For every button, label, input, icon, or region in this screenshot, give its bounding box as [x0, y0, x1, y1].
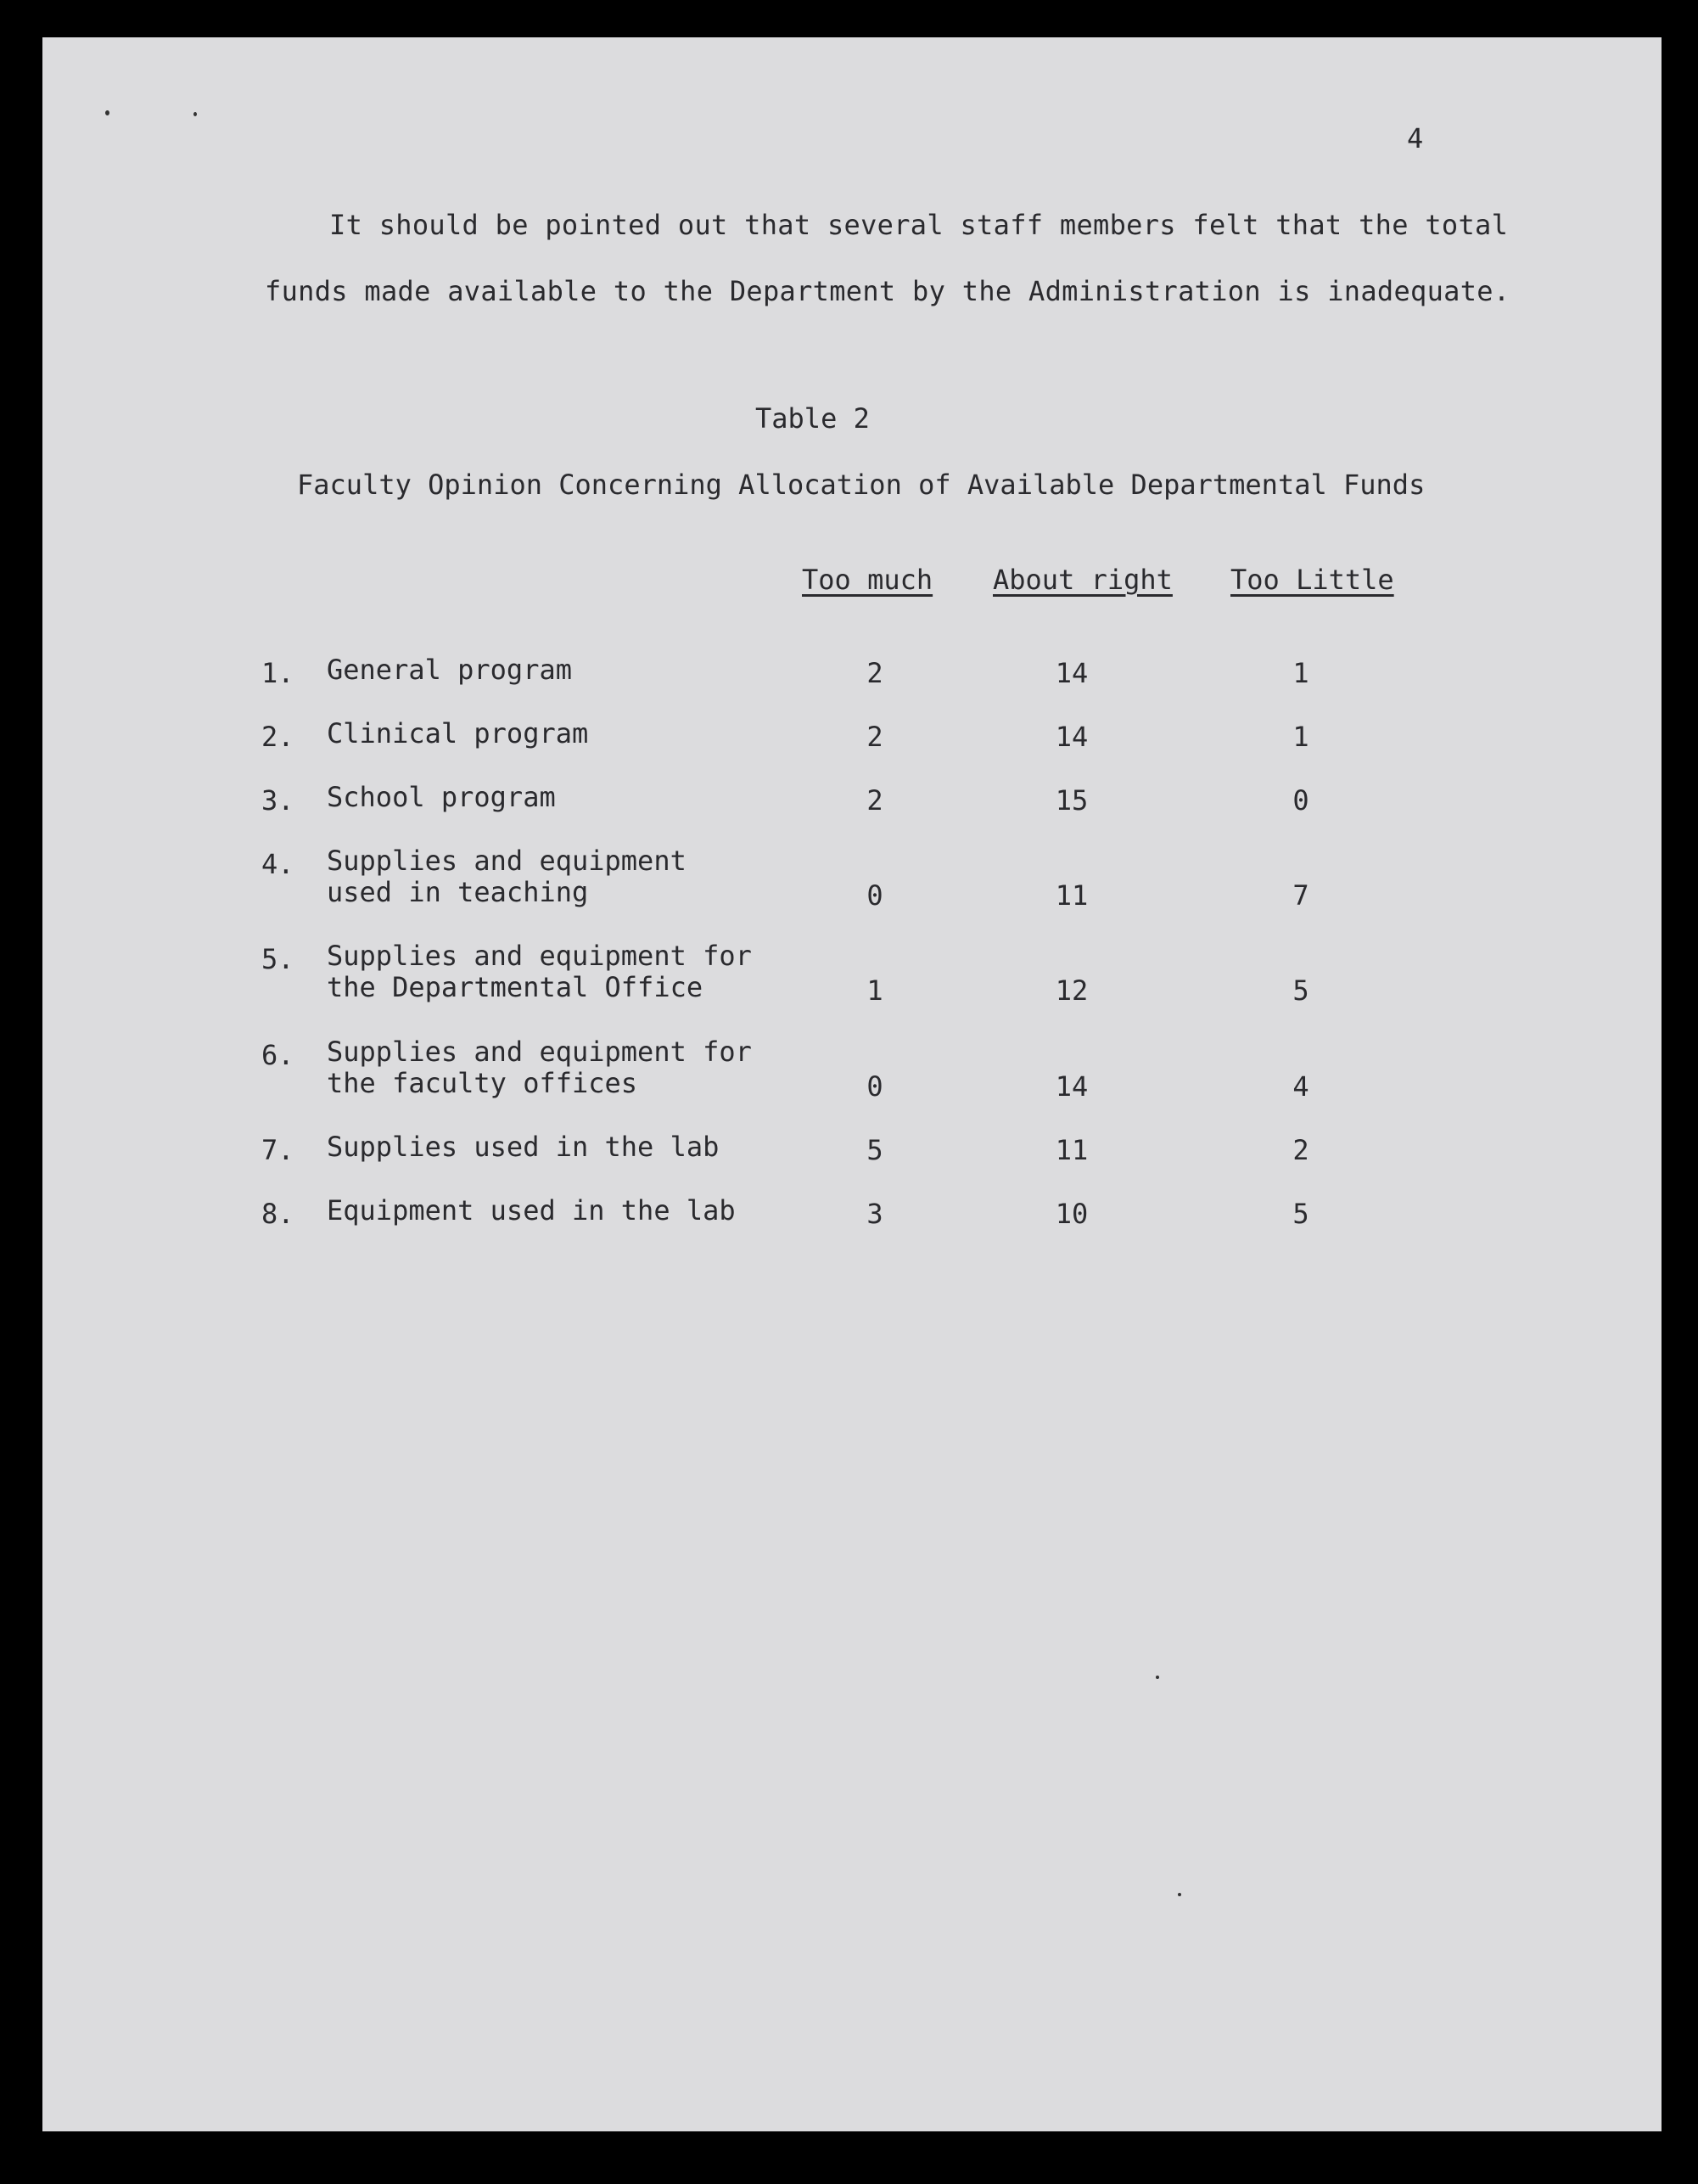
value-too-much: 5 — [866, 1134, 883, 1166]
value-about-right: 11 — [1055, 1134, 1089, 1166]
row-label-continued: the faculty offices — [327, 1067, 638, 1099]
row-label-continued: the Departmental Office — [327, 971, 703, 1003]
value-too-little: 1 — [1292, 721, 1309, 753]
table-title: Faculty Opinion Concerning Allocation of Available Departmental Funds — [297, 469, 1426, 501]
value-too-much: 3 — [866, 1198, 883, 1230]
value-about-right: 10 — [1055, 1198, 1089, 1230]
value-too-little: 0 — [1292, 784, 1309, 817]
paragraph-line-1: It should be pointed out that several staff members felt that the total — [329, 209, 1509, 241]
value-too-much: 2 — [866, 657, 883, 689]
row-number: 7. — [261, 1134, 294, 1166]
row-label: School program — [327, 781, 556, 813]
value-too-little: 1 — [1292, 657, 1309, 689]
value-about-right: 11 — [1055, 879, 1089, 912]
value-too-much: 2 — [866, 784, 883, 817]
document-page — [42, 37, 1662, 2131]
scan-speck — [193, 112, 197, 116]
value-about-right: 14 — [1055, 1070, 1089, 1103]
value-too-much: 0 — [866, 879, 883, 912]
value-about-right: 14 — [1055, 721, 1089, 753]
value-about-right: 12 — [1055, 974, 1089, 1007]
row-number: 8. — [261, 1198, 294, 1230]
column-header-about-right: About right — [993, 564, 1173, 596]
table-label: Table 2 — [755, 402, 870, 435]
value-too-much: 2 — [866, 721, 883, 753]
value-too-little: 7 — [1292, 879, 1309, 912]
row-label: General program — [327, 654, 572, 686]
scan-speck — [1178, 1893, 1181, 1896]
scan-speck — [105, 110, 109, 115]
value-too-little: 4 — [1292, 1070, 1309, 1103]
row-label: Supplies and equipment — [327, 845, 686, 877]
row-number: 6. — [261, 1039, 294, 1071]
row-label: Clinical program — [327, 717, 589, 750]
row-label-continued: used in teaching — [327, 876, 589, 908]
value-about-right: 15 — [1055, 784, 1089, 817]
row-label: Equipment used in the lab — [327, 1194, 736, 1227]
value-too-much: 1 — [866, 974, 883, 1007]
row-label: Supplies and equipment for — [327, 1036, 752, 1068]
column-header-too-little: Too Little — [1230, 564, 1394, 596]
row-number: 5. — [261, 943, 294, 975]
scan-speck — [1156, 1676, 1159, 1679]
row-label: Supplies used in the lab — [327, 1131, 720, 1163]
row-number: 3. — [261, 784, 294, 817]
column-header-too-much: Too much — [802, 564, 933, 596]
row-label: Supplies and equipment for — [327, 940, 752, 972]
paragraph-line-2: funds made available to the Department by the Administration is inadequate. — [265, 275, 1510, 307]
row-number: 2. — [261, 721, 294, 753]
value-too-little: 5 — [1292, 1198, 1309, 1230]
value-too-much: 0 — [866, 1070, 883, 1103]
value-too-little: 2 — [1292, 1134, 1309, 1166]
value-about-right: 14 — [1055, 657, 1089, 689]
row-number: 1. — [261, 657, 294, 689]
row-number: 4. — [261, 848, 294, 880]
value-too-little: 5 — [1292, 974, 1309, 1007]
page-number: 4 — [1407, 122, 1424, 154]
